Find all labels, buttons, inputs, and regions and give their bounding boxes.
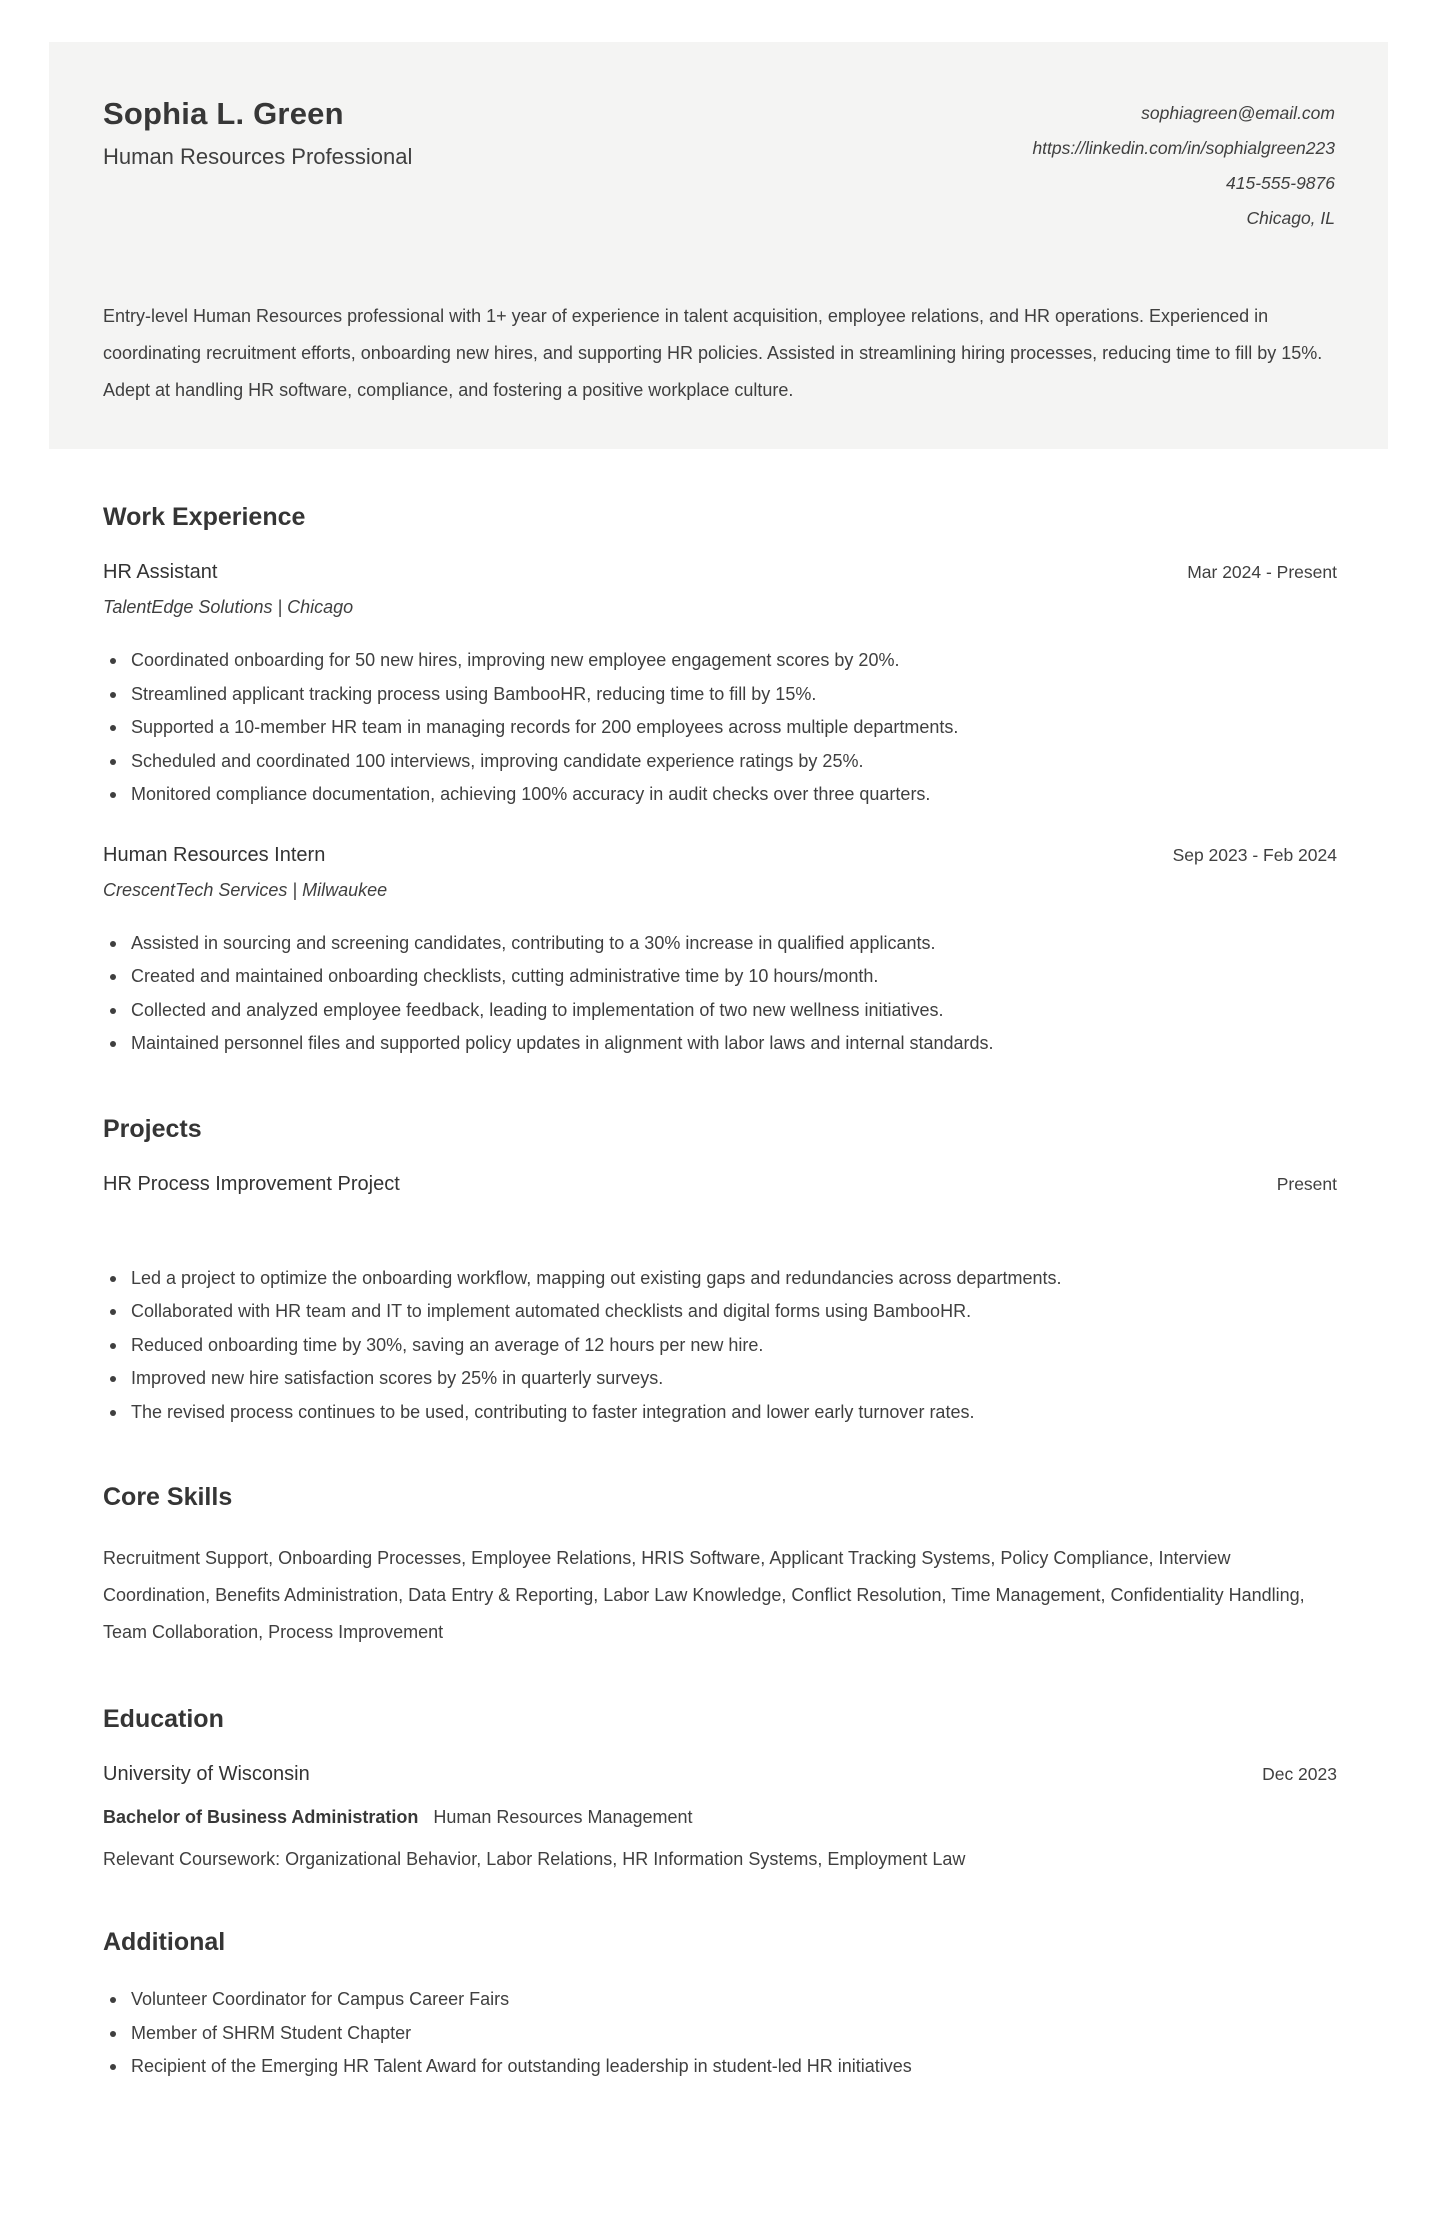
job-bullet: Created and maintained onboarding checklists, cutting administrative time by 10 hours/month. xyxy=(103,960,1337,994)
job-header-row xyxy=(103,561,1337,584)
core-skills-heading: Core Skills xyxy=(103,1483,233,1511)
person-job-title: Human Resources Professional xyxy=(103,144,413,169)
education-field: Human Resources Management xyxy=(433,1807,693,1827)
project-title: HR Process Improvement Project xyxy=(103,1172,400,1195)
job-bullet: Streamlined applicant tracking process using BambooHR, reducing time to fill by 15%. xyxy=(103,678,1337,712)
professional-summary: Entry-level Human Resources professional with 1+ year of experience in talent acquisition, employee relations, and HR operations. Experienced in coordinating recruitment efforts, onboarding new hires, and supporting HR policies. Assisted in streamlining hiring processes, reducing time to fill by 15%. Adept at handling HR software, compliance, and fostering a positive workplace culture. xyxy=(103,306,1323,400)
job-bullet-list xyxy=(103,644,1337,812)
section-work-experience xyxy=(103,503,1337,1061)
job-title: HR Assistant xyxy=(103,561,218,583)
additional-bullet: Member of SHRM Student Chapter xyxy=(103,2017,1337,2051)
education-coursework: Relevant Coursework: Organizational Behavior, Labor Relations, HR Information Systems, Employment Law xyxy=(103,1849,966,1869)
project-bullet-list xyxy=(103,1262,1337,1430)
header-top-row xyxy=(103,96,1335,236)
core-skills-text: Recruitment Support, Onboarding Processes, Employee Relations, HRIS Software, Applicant Tracking Systems, Policy Compliance, Interview Coordination, Benefits Administration, Data Entry & Reporting, Labor Law Knowledge, Conflict Resolution, Time Management, Confidentiality Handling, Team Collaboration, Process Improvement xyxy=(103,1548,1305,1642)
job-title: Human Resources Intern xyxy=(103,843,326,866)
job-bullet: Coordinated onboarding for 50 new hires, improving new employee engagement scores by 20%. xyxy=(103,644,1337,678)
education-degree: Bachelor of Business Administration xyxy=(103,1807,419,1827)
project-entry xyxy=(103,1173,1337,1430)
section-education xyxy=(103,1705,1337,1874)
additional-bullet: Volunteer Coordinator for Campus Career Fairs xyxy=(103,1983,1337,2017)
education-degree-line xyxy=(103,1802,1337,1832)
job-bullet: Supported a 10-member HR team in managing records for 200 employees across multiple departments. xyxy=(103,711,1337,745)
contact-phone: 415-555-9876 xyxy=(1226,173,1335,193)
project-bullet: Collaborated with HR team and IT to implement automated checklists and digital forms using BambooHR. xyxy=(103,1295,1337,1329)
job-entry-hr-assistant xyxy=(103,561,1337,812)
project-bullet: The revised process continues to be used, contributing to faster integration and lower early turnover rates. xyxy=(103,1396,1337,1430)
job-company: TalentEdge Solutions | Chicago xyxy=(103,597,354,617)
job-dates: Sep 2023 - Feb 2024 xyxy=(1172,844,1337,865)
identity-block xyxy=(103,96,412,170)
job-bullet: Monitored compliance documentation, achieving 100% accuracy in audit checks over three quarters. xyxy=(103,778,1337,812)
resume-page xyxy=(0,42,1437,2229)
job-company: CrescentTech Services | Milwaukee xyxy=(103,879,388,900)
section-projects xyxy=(103,1115,1337,1430)
additional-heading: Additional xyxy=(103,1928,226,1956)
education-school: University of Wisconsin xyxy=(103,1763,310,1785)
job-header-row xyxy=(103,844,1337,867)
job-bullet: Assisted in sourcing and screening candidates, contributing to a 30% increase in qualified applicants. xyxy=(103,927,1337,961)
project-header-row xyxy=(103,1173,1337,1196)
job-bullet: Maintained personnel files and supported policy updates in alignment with labor laws and internal standards. xyxy=(103,1027,1337,1061)
header-card xyxy=(49,42,1388,449)
contact-location: Chicago, IL xyxy=(1246,208,1335,228)
additional-bullet: Recipient of the Emerging HR Talent Award for outstanding leadership in student-led HR initiatives xyxy=(103,2050,1337,2084)
person-name: Sophia L. Green xyxy=(103,96,344,131)
job-bullet-list xyxy=(103,927,1337,1061)
education-dates: Dec 2023 xyxy=(1262,1764,1337,1784)
job-bullet: Scheduled and coordinated 100 interviews, improving candidate experience ratings by 25%. xyxy=(103,745,1337,779)
job-bullet: Collected and analyzed employee feedback, leading to implementation of two new wellness initiatives. xyxy=(103,994,1337,1028)
resume-body xyxy=(0,503,1437,2144)
education-entry xyxy=(103,1763,1337,1874)
education-header-row xyxy=(103,1763,1337,1786)
contact-block xyxy=(1032,96,1335,236)
project-bullet: Reduced onboarding time by 30%, saving an average of 12 hours per new hire. xyxy=(103,1329,1337,1363)
job-entry-hr-intern xyxy=(103,844,1337,1061)
project-bullet: Improved new hire satisfaction scores by 25% in quarterly surveys. xyxy=(103,1362,1337,1396)
contact-email: sophiagreen@email.com xyxy=(1141,103,1335,123)
work-experience-heading: Work Experience xyxy=(103,503,306,531)
section-core-skills xyxy=(103,1483,1337,1651)
projects-heading: Projects xyxy=(103,1114,202,1143)
contact-linkedin-url: https://linkedin.com/in/sophialgreen223 xyxy=(1032,138,1335,158)
project-bullet: Led a project to optimize the onboarding workflow, mapping out existing gaps and redundancies across departments. xyxy=(103,1262,1337,1296)
section-additional xyxy=(103,1928,1337,2084)
project-dates: Present xyxy=(1276,1173,1337,1194)
education-heading: Education xyxy=(103,1705,224,1733)
job-dates: Mar 2024 - Present xyxy=(1187,562,1337,582)
additional-bullet-list xyxy=(103,1983,1337,2084)
